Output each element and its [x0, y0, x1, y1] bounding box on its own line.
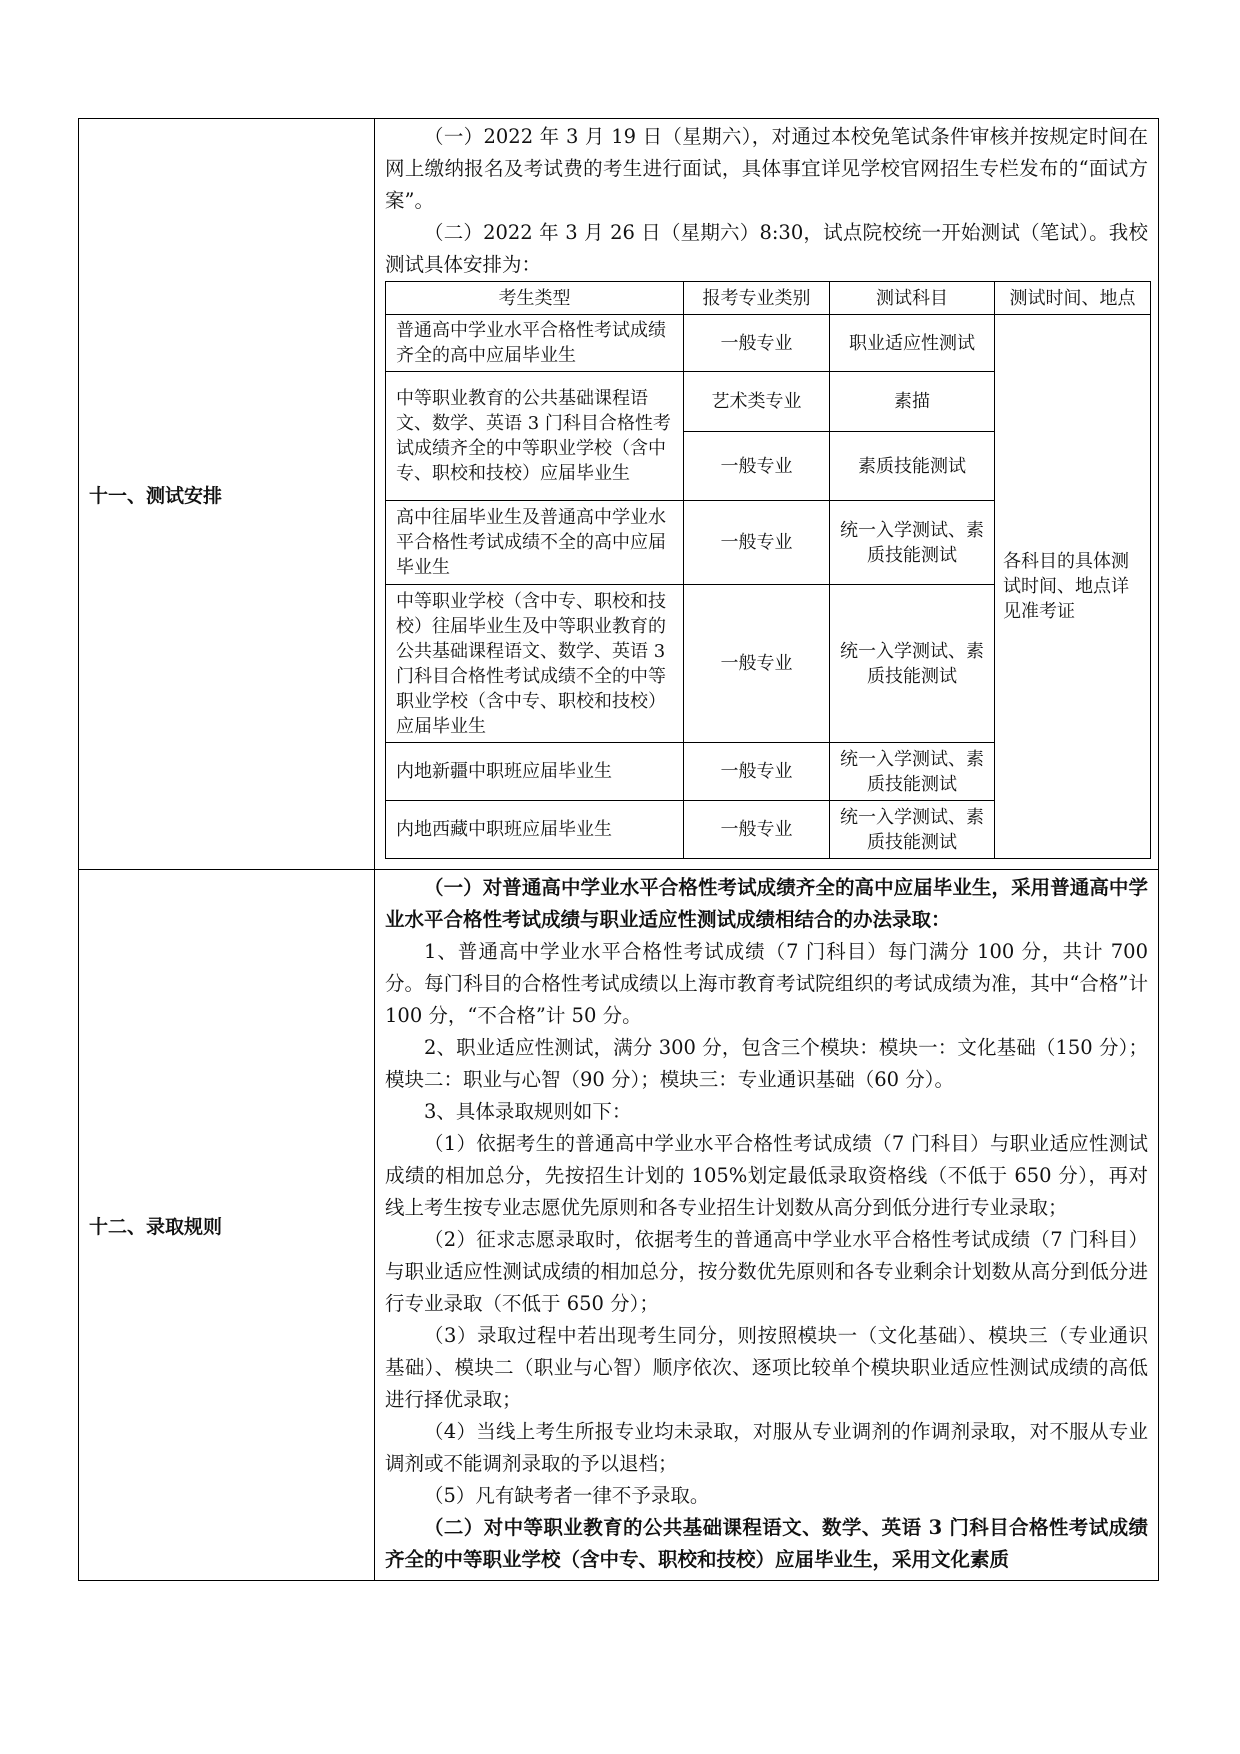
subheading: （二）对中等职业教育的公共基础课程语文、数学、英语 3 门科目合格性考试成绩齐全的中等职业学校（含中专、职校和技校）应届毕业生，采用文化素质	[385, 1516, 1148, 1571]
category-cell: 一般专业	[684, 315, 830, 372]
category-cell: 艺术类专业	[684, 372, 830, 432]
candidate-type-cell: 高中往届毕业生及普通高中学业水平合格性考试成绩不全的高中应届毕业生	[386, 501, 684, 585]
paragraph: （3）录取过程中若出现考生同分，则按照模块一（文化基础）、模块三（专业通识基础）、模块二（职业与心智）顺序依次、逐项比较单个模块职业适应性测试成绩的高低进行择优录取；	[385, 1324, 1148, 1411]
paragraph: （1）依据考生的普通高中学业水平合格性考试成绩（7 门科目）与职业适应性测试成绩的相加总分，先按招生计划的 105%划定最低录取资格线（不低于 650 分），再对线上考生按专业志愿优先原则和各专业招生计划数从高分到低分进行专业录取；	[385, 1132, 1148, 1219]
paragraph: 1、普通高中学业水平合格性考试成绩（7 门科目）每门满分 100 分，共计 700 分。每门科目的合格性考试成绩以上海市教育考试院组织的考试成绩为准，其中“合格”计 100 分，“不合格”计 50 分。	[385, 940, 1148, 1027]
time-location-cell: 各科目的具体测试时间、地点详见准考证	[995, 315, 1151, 859]
paragraph: （一）2022 年 3 月 19 日（星期六），对通过本校免笔试条件审核并按规定时间在网上缴纳报名及考试费的考生进行面试，具体事宜详见学校官网招生专栏发布的“面试方案”。	[385, 125, 1148, 212]
paragraph: （2）征求志愿录取时，依据考生的普通高中学业水平合格性考试成绩（7 门科目）与职业适应性测试成绩的相加总分，按分数优先原则和各专业剩余计划数从高分到低分进行专业录取（不低于 650 分）；	[385, 1228, 1148, 1315]
category-cell: 一般专业	[684, 432, 830, 501]
paragraph: 3、具体录取规则如下：	[424, 1100, 632, 1123]
subheading: （一）对普通高中学业水平合格性考试成绩齐全的高中应届毕业生，采用普通高中学业水平合格性考试成绩与职业适应性测试成绩相结合的办法录取：	[385, 876, 1148, 931]
section-label: 十二、录取规则	[79, 870, 375, 1581]
candidate-type-cell: 中等职业学校（含中专、职校和技校）往届毕业生及中等职业教育的公共基础课程语文、数学、英语 3 门科目合格性考试成绩不全的中等职业学校（含中专、职校和技校）应届毕业生	[386, 585, 684, 743]
regulation-table	[78, 118, 1159, 1581]
paragraph: （5）凡有缺考者一律不予录取。	[424, 1484, 710, 1507]
table-row	[386, 315, 1151, 372]
table-header-row	[386, 282, 1151, 315]
header-cell: 测试时间、地点	[995, 282, 1151, 315]
subject-cell: 统一入学测试、素质技能测试	[830, 801, 995, 859]
document-page	[78, 118, 1159, 1581]
subject-cell: 统一入学测试、素质技能测试	[830, 585, 995, 743]
category-cell: 一般专业	[684, 743, 830, 801]
section-admission-rules	[79, 870, 1159, 1581]
category-cell: 一般专业	[684, 501, 830, 585]
candidate-type-cell: 内地新疆中职班应届毕业生	[386, 743, 684, 801]
paragraph: （4）当线上考生所报专业均未录取，对服从专业调剂的作调剂录取，对不服从专业调剂或不能调剂录取的予以退档；	[385, 1420, 1148, 1475]
subject-cell: 职业适应性测试	[830, 315, 995, 372]
paragraph: 2、职业适应性测试，满分 300 分，包含三个模块：模块一：文化基础（150 分）；模块二：职业与心智（90 分）；模块三：专业通识基础（60 分）。	[385, 1036, 1148, 1091]
header-cell: 考生类型	[386, 282, 684, 315]
section-content	[375, 119, 1159, 870]
subject-cell: 素质技能测试	[830, 432, 995, 501]
candidate-type-cell: 内地西藏中职班应届毕业生	[386, 801, 684, 859]
category-cell: 一般专业	[684, 585, 830, 743]
category-cell: 一般专业	[684, 801, 830, 859]
candidate-type-cell: 普通高中学业水平合格性考试成绩齐全的高中应届毕业生	[386, 315, 684, 372]
subject-cell: 素描	[830, 372, 995, 432]
header-cell: 报考专业类别	[684, 282, 830, 315]
paragraph: （二）2022 年 3 月 26 日（星期六）8:30，试点院校统一开始测试（笔试）。我校测试具体安排为：	[385, 221, 1148, 276]
section-label: 十一、测试安排	[79, 119, 375, 870]
test-schedule-table	[385, 281, 1151, 859]
section-test-arrangement	[79, 119, 1159, 870]
subject-cell: 统一入学测试、素质技能测试	[830, 743, 995, 801]
header-cell: 测试科目	[830, 282, 995, 315]
candidate-type-cell: 中等职业教育的公共基础课程语文、数学、英语 3 门科目合格性考试成绩齐全的中等职业学校（含中专、职校和技校）应届毕业生	[386, 372, 684, 501]
section-content	[375, 870, 1159, 1581]
subject-cell: 统一入学测试、素质技能测试	[830, 501, 995, 585]
